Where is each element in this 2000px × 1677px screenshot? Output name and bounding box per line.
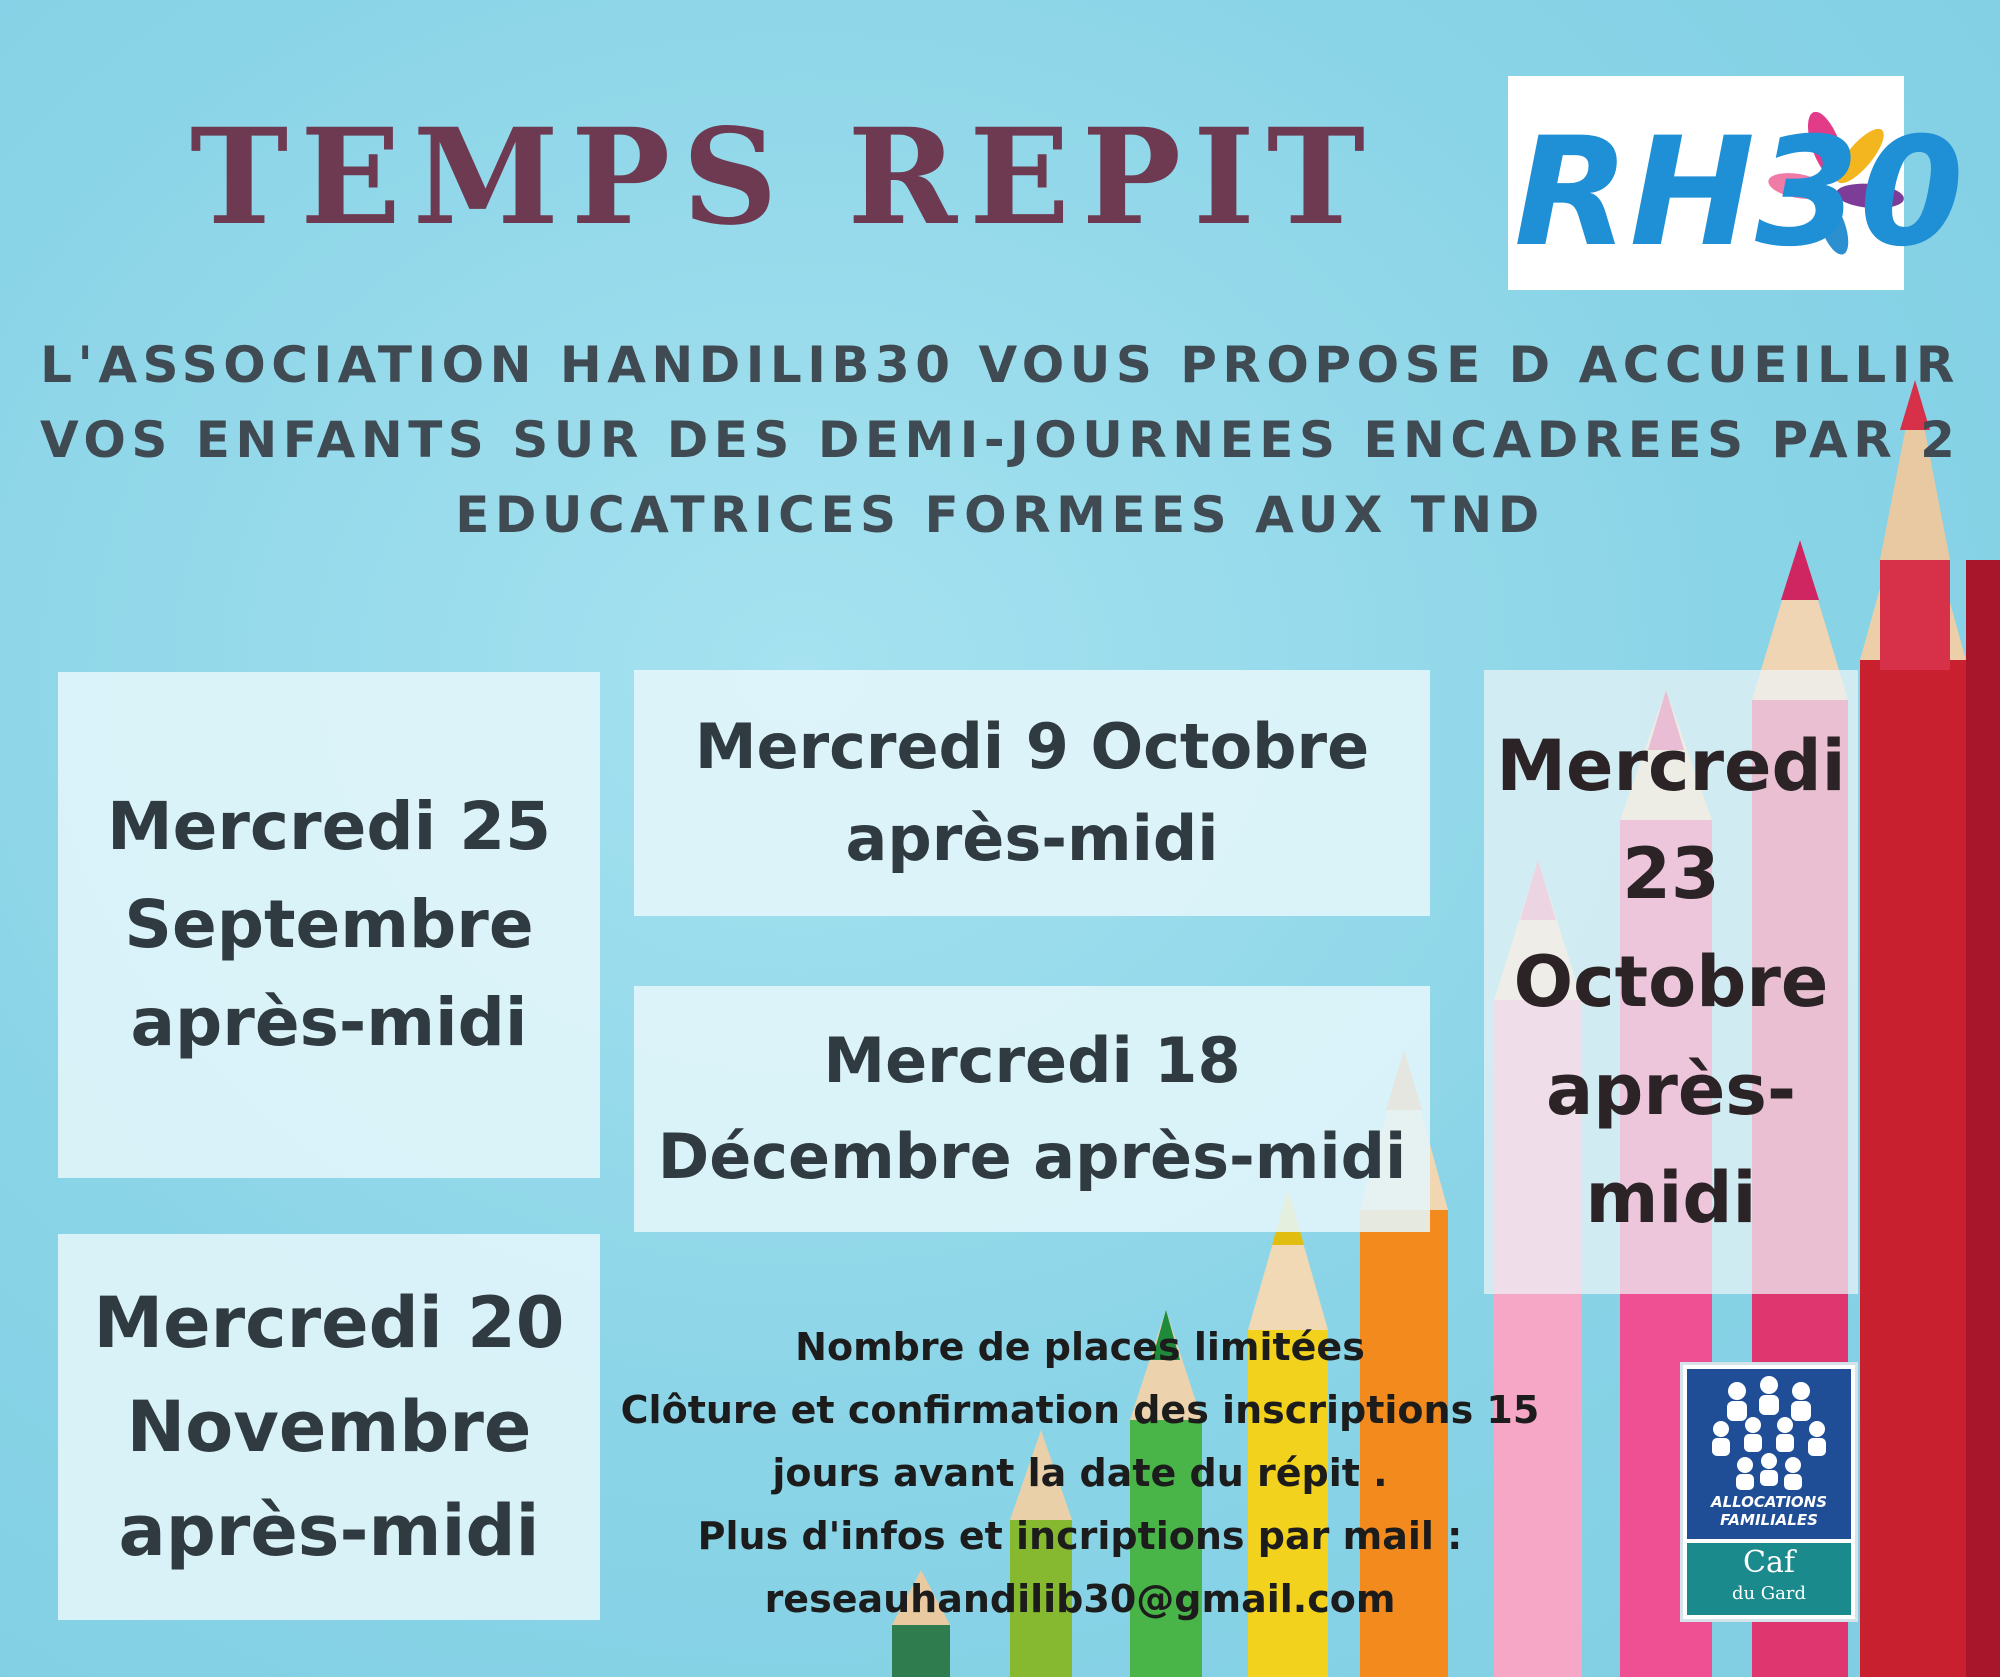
date-line: après-midi <box>118 1490 540 1572</box>
date-line: après-midi <box>130 984 528 1061</box>
date-card-9-octobre <box>634 670 1430 916</box>
date-card-23-octobre <box>1484 670 1858 1294</box>
date-line: après- <box>1545 1049 1797 1131</box>
date-line: 23 <box>1622 833 1720 915</box>
date-line: Mercredi 25 <box>106 788 552 865</box>
info-line: Plus d'infos et incriptions par mail : <box>697 1514 1463 1558</box>
rh30-logo-graphic <box>1508 76 1964 290</box>
date-line: Mercredi 18 <box>823 1024 1241 1097</box>
date-line: après-midi <box>845 802 1219 875</box>
info-line: Clôture et confirmation des inscriptions 15 <box>620 1388 1540 1432</box>
caf-tagline <box>1687 1493 1851 1529</box>
date-line: Septembre <box>124 886 534 963</box>
page-title: TEMPS REPIT <box>190 100 1378 255</box>
subtitle-line: VOS ENFANTS SUR DES DEMI-JOURNEES ENCADREES PAR 2 <box>40 411 1961 469</box>
info-line: Nombre de places limitées <box>795 1325 1365 1369</box>
date-card-20-novembre <box>58 1234 600 1620</box>
info-line: jours avant la date du répit . <box>772 1451 1388 1495</box>
date-line: Novembre <box>126 1386 532 1468</box>
caf-tagline-line: ALLOCATIONS <box>1710 1493 1828 1511</box>
date-line: Mercredi <box>1496 725 1846 807</box>
subtitle-line: EDUCATRICES FORMEES AUX TND <box>455 486 1545 544</box>
date-line: midi <box>1585 1157 1757 1239</box>
registration-info <box>560 1316 1600 1631</box>
subtitle-line: L'ASSOCIATION HANDILIB30 VOUS PROPOSE D ACCUEILLIR <box>40 336 1960 394</box>
caf-name: Caf <box>1743 1545 1795 1580</box>
date-line: Mercredi 9 Octobre <box>694 710 1370 783</box>
rh30-logo <box>1508 76 1964 290</box>
subtitle <box>40 328 1960 553</box>
date-line: Mercredi 20 <box>93 1282 565 1364</box>
caf-place: du Gard <box>1731 1583 1807 1604</box>
rh30-letters: RH30 <box>1514 106 1964 280</box>
caf-tagline-line: FAMILIALES <box>1720 1511 1818 1529</box>
pencil-dark-red <box>1966 560 2000 1677</box>
date-line: Décembre après-midi <box>657 1120 1407 1193</box>
date-line: Octobre <box>1513 941 1829 1023</box>
date-card-18-decembre <box>634 986 1430 1232</box>
caf-logo <box>1680 1362 1858 1622</box>
date-card-25-septembre <box>58 672 600 1178</box>
contact-email[interactable]: reseauhandilib30@gmail.com <box>764 1577 1396 1621</box>
